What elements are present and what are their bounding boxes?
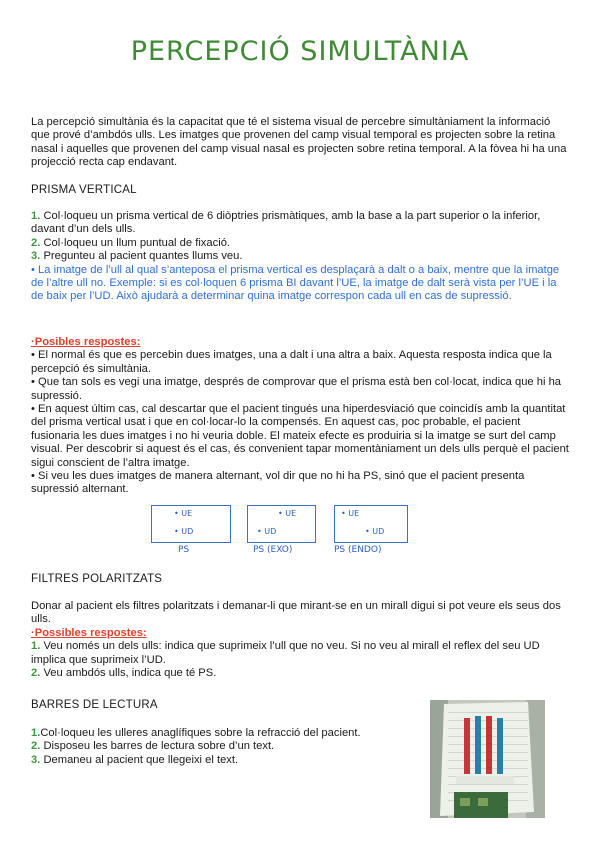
sketch-label-ud: • UD (257, 527, 277, 536)
sketch-label-ue: • UE (341, 509, 360, 518)
sketch-box-endo (334, 505, 408, 543)
responses-label: ·Posibles respostes: (31, 336, 141, 348)
barres-step-3: 3. Demaneu al pacient que llegeixi el text. (31, 753, 239, 766)
prisma-note: • La imatge de l’ull al qual s’anteposa el prisma vertical es desplaçarà a dalt o a baix, mentre que la imatge de l’altre ull no. Exemple: si es col·loquen 6 prisma BI davant l’UE, la imatge de dalt serà vista per l’UE i la de baix per l’UD. Això ajudarà a determinar quina imatge correspon cada ull en cas de supressió. (31, 263, 560, 303)
response-item: • Que tan sols es vegi una imatge, després de comprovar que el prisma està ben col·locat, indica que hi ha supressió. (31, 376, 562, 402)
sketch-label-ud: • UD (174, 527, 194, 536)
response-item: • Si veu les dues imatges de manera alternant, vol dir que no hi ha PS, sinó que el pacient presenta supressió alternant. (31, 470, 525, 496)
responses-label: ·Possibles respostes: (31, 626, 147, 639)
sketch-label-ue: • UE (174, 509, 193, 518)
reading-bars-photo (430, 700, 545, 818)
prisma-responses (31, 336, 571, 497)
sketch-caption-exo: PS (EXO) (253, 545, 293, 555)
barres-heading: BARRES DE LECTURA (31, 699, 158, 711)
sketch-box-ps (151, 505, 231, 543)
filtres-step-1: 1. Veu només un dels ulls: indica que suprimeix l’ull que no veu. Si no veu al mirall el reflex del seu UD implica que suprimeix l’UD. (31, 640, 540, 666)
filtres-section (31, 600, 571, 680)
filtres-intro: Donar al pacient els filtres polaritzats i demanar-li que mirant-se en un mirall digui si pot veure els seus dos ulls. (31, 600, 561, 626)
prisma-heading: PRISMA VERTICAL (31, 184, 137, 196)
prisma-step-2: 2. Col·loqueu un llum puntual de fixació. (31, 236, 231, 249)
barres-steps (31, 727, 421, 767)
filtres-heading: FILTRES POLARITZATS (31, 573, 163, 585)
reading-bars-illustration (430, 700, 545, 818)
prisma-step-1: 1. Col·loqueu un prisma vertical de 6 diòptries prismàtiques, amb la base a la part superior o la inferior, davant d’un dels ulls. (31, 210, 541, 236)
response-item: • El normal és que es percebin dues imatges, una a dalt i una altra a baix. Aquesta resposta indica que la percepció és simultània. (31, 349, 552, 375)
filtres-step-2: 2. Veu ambdós ulls, indica que té PS. (31, 667, 217, 680)
barres-step-1: 1.Col·loqueu les ulleres anaglífiques sobre la refracció del pacient. (31, 727, 361, 739)
sketch-label-ue: • UE (278, 509, 297, 518)
sketch-label-ud: • UD (365, 527, 385, 536)
page-title: PERCEPCIÓ SIMULTÀNIA (130, 36, 470, 67)
intro-paragraph: La percepció simultània és la capacitat que té el sistema visual de percebre simultàniament la informació que prové d’ambdós ulls. Les imatges que provenen del camp visual temporal es projecten sobre la retina nasal i aquelles que provenen del camp visual nasal es projecten sobre retina temporal. A la fòvea hi ha una projecció recta cap endavant. (31, 116, 567, 169)
sketch-caption-endo: PS (ENDO) (334, 545, 382, 555)
sketch-caption-ps: PS (178, 545, 190, 555)
prisma-steps (31, 210, 571, 304)
barres-step-2: 2. Disposeu les barres de lectura sobre d’un text. (31, 740, 275, 753)
prisma-step-3: 3. Pregunteu al pacient quantes llums veu. (31, 250, 243, 263)
sketch-box-exo (247, 505, 316, 543)
response-item: • En aquest últim cas, cal descartar que el pacient tingués una hiperdesviació que coincidís amb la quantitat del prisma vertical usat i que en col·locar-lo la compensés. En aquest cas, poc probable, el pacient fusionaria les dues imatges i no hi veuria doble. El mateix efecte es produiria si la imatge se surt del camp visual. Per descobrir si aquest és el cas, és convenient tapar momentàniament un dels ulls perquè el pacient sigui conscient de l’altra imatge. (31, 403, 569, 469)
